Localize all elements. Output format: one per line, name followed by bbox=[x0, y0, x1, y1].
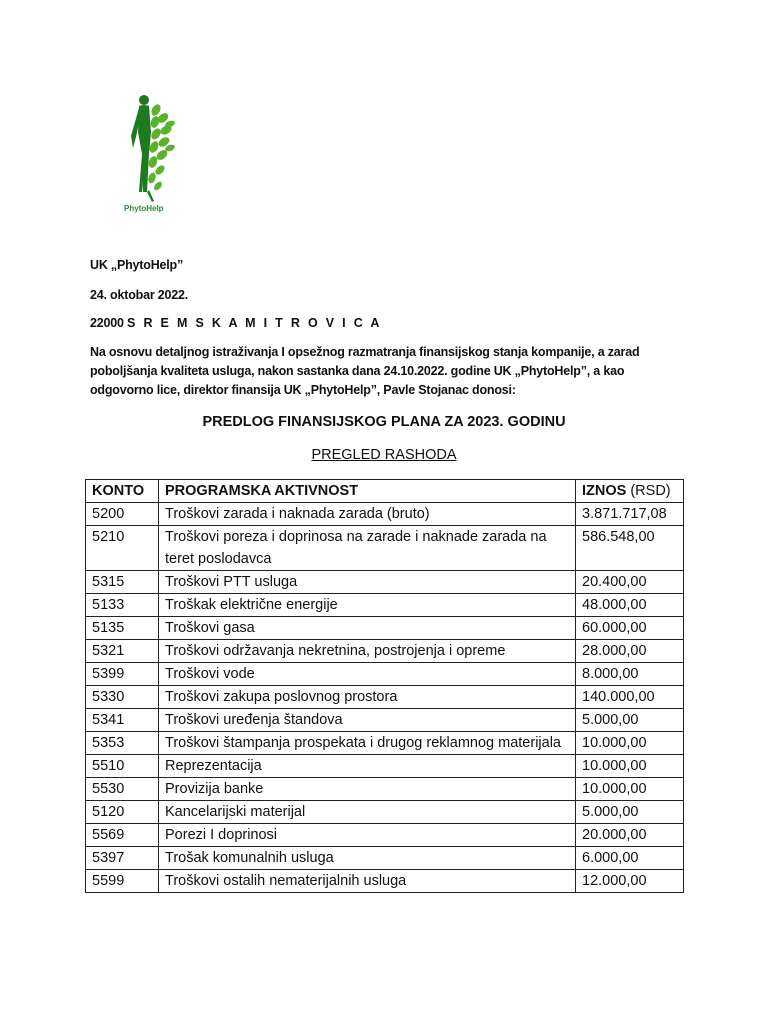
konto-cell: 5330 bbox=[86, 686, 159, 709]
table-row bbox=[86, 594, 684, 617]
activity-cell: Troškovi ostalih nematerijalnih usluga bbox=[159, 870, 576, 893]
konto-cell: 5120 bbox=[86, 801, 159, 824]
activity-cell: Troškak električne energije bbox=[159, 594, 576, 617]
table-header-row bbox=[86, 480, 684, 503]
activity-cell: Reprezentacija bbox=[159, 755, 576, 778]
amount-cell: 5.000,00 bbox=[576, 801, 684, 824]
header-amount-unit: (RSD) bbox=[630, 483, 671, 499]
amount-cell: 10.000,00 bbox=[576, 755, 684, 778]
document-date: 24. oktobar 2022. bbox=[90, 288, 189, 302]
konto-cell: 5353 bbox=[86, 732, 159, 755]
activity-cell: Troškovi održavanja nekretnina, postrojenja i opreme bbox=[159, 640, 576, 663]
konto-cell: 5399 bbox=[86, 663, 159, 686]
amount-cell: 10.000,00 bbox=[576, 732, 684, 755]
konto-cell: 5210 bbox=[86, 526, 159, 571]
table-row bbox=[86, 732, 684, 755]
table-row bbox=[86, 571, 684, 594]
table-row bbox=[86, 526, 684, 571]
table-row bbox=[86, 778, 684, 801]
amount-cell: 5.000,00 bbox=[576, 709, 684, 732]
logo-text: PhytoHelp bbox=[124, 204, 164, 213]
activity-cell: Trošak komunalnih usluga bbox=[159, 847, 576, 870]
table-row bbox=[86, 503, 684, 526]
konto-cell: 5341 bbox=[86, 709, 159, 732]
amount-cell: 48.000,00 bbox=[576, 594, 684, 617]
konto-cell: 5510 bbox=[86, 755, 159, 778]
amount-cell: 60.000,00 bbox=[576, 617, 684, 640]
header-activity: PROGRAMSKA AKTIVNOST bbox=[159, 480, 576, 503]
table-row bbox=[86, 709, 684, 732]
konto-cell: 5599 bbox=[86, 870, 159, 893]
konto-cell: 5569 bbox=[86, 824, 159, 847]
table-row bbox=[86, 824, 684, 847]
header-konto: KONTO bbox=[86, 480, 159, 503]
intro-paragraph: Na osnovu detaljnog istraživanja I opsežnog razmatranja finansijskog stanja kompanije, a zarad poboljšanja kvaliteta usluga, nakon sastanka dana 24.10.2022. godine UK „PhytoHelp”, a kao odgovorno lice, direktor finansija UK „PhytoHelp”, Pavle Stojanac donosi: bbox=[90, 345, 640, 397]
amount-cell: 10.000,00 bbox=[576, 778, 684, 801]
activity-cell: Porezi I doprinosi bbox=[159, 824, 576, 847]
table-row bbox=[86, 755, 684, 778]
amount-cell: 20.400,00 bbox=[576, 571, 684, 594]
konto-cell: 5397 bbox=[86, 847, 159, 870]
section-subtitle: PREGLED RASHODA bbox=[311, 447, 457, 463]
table-row bbox=[86, 640, 684, 663]
document-title: PREDLOG FINANSIJSKOG PLANA ZA 2023. GODINU bbox=[202, 414, 566, 430]
konto-cell: 5530 bbox=[86, 778, 159, 801]
phytohelp-logo-icon bbox=[118, 92, 178, 214]
activity-cell: Provizija banke bbox=[159, 778, 576, 801]
company-name: UK „PhytoHelp” bbox=[90, 258, 184, 272]
table-row bbox=[86, 847, 684, 870]
amount-cell: 8.000,00 bbox=[576, 663, 684, 686]
city: S R E M S K A M I T R O V I C A bbox=[127, 316, 382, 330]
activity-cell: Troškovi vode bbox=[159, 663, 576, 686]
postal-code: 22000 bbox=[90, 316, 124, 330]
activity-cell: Kancelarijski materijal bbox=[159, 801, 576, 824]
table-row bbox=[86, 617, 684, 640]
activity-cell: Troškovi gasa bbox=[159, 617, 576, 640]
activity-cell: Troškovi poreza i doprinosa na zarade i naknade zarada na teret poslodavca bbox=[159, 526, 576, 571]
konto-cell: 5200 bbox=[86, 503, 159, 526]
table-row bbox=[86, 663, 684, 686]
address-line bbox=[90, 316, 382, 330]
konto-cell: 5135 bbox=[86, 617, 159, 640]
activity-cell: Troškovi uređenja štandova bbox=[159, 709, 576, 732]
konto-cell: 5133 bbox=[86, 594, 159, 617]
activity-cell: Troškovi štampanja prospekata i drugog reklamnog materijala bbox=[159, 732, 576, 755]
amount-cell: 586.548,00 bbox=[576, 526, 684, 571]
table-row bbox=[86, 686, 684, 709]
amount-cell: 20.000,00 bbox=[576, 824, 684, 847]
table-row bbox=[86, 870, 684, 893]
activity-cell: Troškovi zakupa poslovnog prostora bbox=[159, 686, 576, 709]
konto-cell: 5321 bbox=[86, 640, 159, 663]
header-amount-label: IZNOS bbox=[582, 483, 627, 499]
table-row bbox=[86, 801, 684, 824]
activity-cell: Troškovi zarada i naknada zarada (bruto) bbox=[159, 503, 576, 526]
amount-cell: 140.000,00 bbox=[576, 686, 684, 709]
konto-cell: 5315 bbox=[86, 571, 159, 594]
expense-table bbox=[85, 479, 684, 893]
header-amount bbox=[576, 480, 684, 503]
amount-cell: 6.000,00 bbox=[576, 847, 684, 870]
activity-cell: Troškovi PTT usluga bbox=[159, 571, 576, 594]
amount-cell: 12.000,00 bbox=[576, 870, 684, 893]
amount-cell: 28.000,00 bbox=[576, 640, 684, 663]
amount-cell: 3.871.717,08 bbox=[576, 503, 684, 526]
